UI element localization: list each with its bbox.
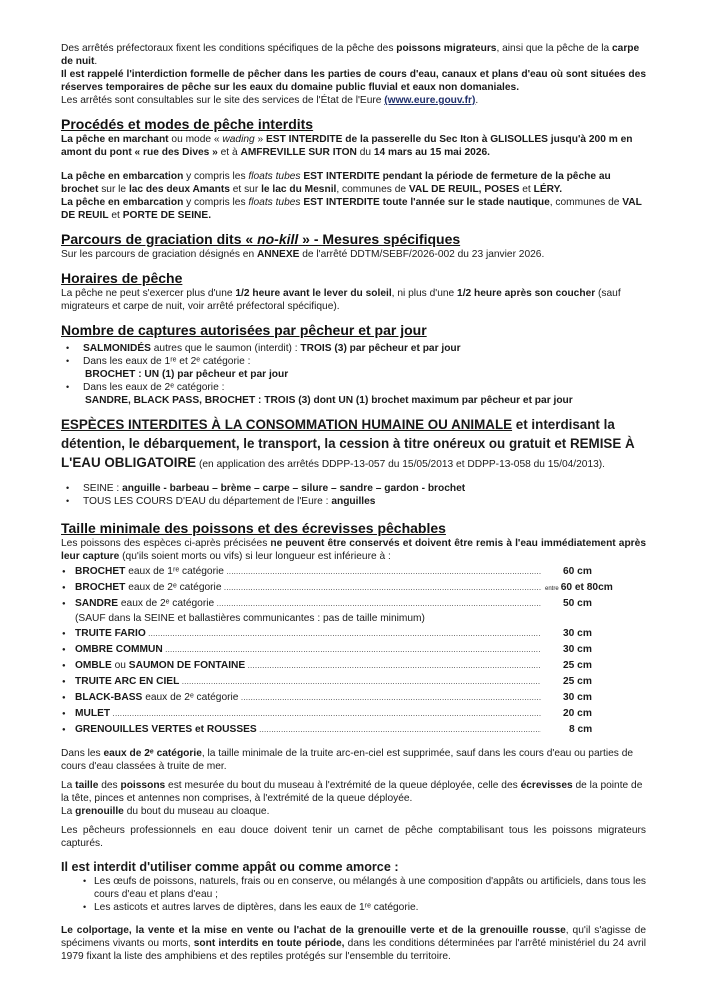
horaires-paragraph: [61, 287, 646, 313]
taille-heading: Taille minimale des poissons et des écrevisses pêchables: [61, 520, 446, 536]
value: 30 cm: [563, 628, 592, 639]
prefix: entre: [545, 586, 559, 592]
text: du: [356, 147, 374, 158]
emphasis: grenouille: [75, 806, 124, 817]
size-value: [569, 722, 592, 738]
text: y compris les: [183, 171, 249, 182]
emphasis: ne peuvent être conservés et doivent être remis à l'eau immédiatement après leur capture: [61, 538, 646, 562]
emphasis: 14 mars au 15 mai 2026.: [373, 147, 490, 158]
text: La: [61, 780, 76, 791]
graciation-heading: [61, 231, 646, 248]
size-row: [61, 580, 646, 596]
text: , communes de: [336, 184, 409, 195]
mesure-paragraph: [61, 779, 646, 805]
text: Sur les parcours de graciation désignés en: [61, 249, 257, 260]
size-value: [563, 596, 592, 612]
text: , ni plus d'une: [391, 288, 458, 299]
size-row: [61, 674, 646, 690]
species: OMBRE COMMUN: [75, 644, 163, 655]
truite-arc-en-ciel-paragraph: [61, 747, 646, 773]
text: Les arrêtés sont consultables sur le site des services de l'État de l'Eure: [61, 95, 385, 106]
italic-term: wading: [222, 134, 255, 145]
embarcation-stade-paragraph: [61, 196, 646, 222]
emphasis: EST INTERDITE toute l'année sur le stade nautique: [300, 197, 550, 208]
text: et: [108, 210, 123, 221]
text: » - Mesures spécifiques: [298, 231, 461, 247]
colportage-section: [61, 924, 646, 963]
text: et: [519, 184, 534, 195]
list-item: • Les asticots et autres larves de diptères, dans les eaux de 1ʳᵉ catégorie.: [61, 901, 646, 914]
size-value: [563, 626, 592, 642]
emphasis: VAL DE REUIL, POSES: [408, 184, 520, 195]
emphasis: EST INTERDITE pendant la période de fermeture de la pêche au brochet: [61, 171, 611, 195]
species: TRUITE ARC EN CIEL: [75, 676, 180, 687]
procedes-heading: Procédés et modes de pêche interdits: [61, 116, 314, 132]
procedes-section: [61, 116, 646, 222]
category: eaux de 2ᵉ catégorie: [118, 598, 215, 609]
text: , communes de: [549, 197, 623, 208]
size-value: [563, 690, 592, 706]
emphasis: La pêche en embarcation: [61, 197, 184, 208]
size-row: [61, 658, 646, 674]
especes-list: [61, 482, 646, 508]
sandre-note: (SAUF dans la SEINE et ballastières communicantes : pas de taille minimum): [75, 613, 425, 624]
text: (qu'ils soient morts ou vifs) si leur longueur est inférieure à :: [119, 551, 391, 562]
text: La: [61, 806, 76, 817]
text: y compris les: [183, 197, 249, 208]
size-value: [563, 706, 592, 722]
size-row: [61, 706, 646, 722]
appat-heading: Il est interdit d'utiliser comme appât ou comme amorce :: [61, 860, 399, 874]
list-item: [61, 482, 646, 495]
species: BROCHET: [75, 566, 126, 577]
captures-section: [61, 322, 646, 407]
emphasis: eaux de 2ᵉ catégorie: [103, 748, 202, 759]
text: SEINE :: [83, 483, 123, 494]
graciation-paragraph: [61, 248, 646, 261]
size-value: [563, 658, 592, 674]
size-table: [61, 564, 646, 738]
category: eaux de 1ʳᵉ catégorie: [125, 566, 224, 577]
taille-section: [61, 520, 646, 850]
text: et sur: [229, 184, 262, 195]
emphasis: poissons: [120, 780, 166, 791]
text: sur le: [98, 184, 129, 195]
size-row: [61, 722, 646, 738]
text: ou mode «: [168, 134, 223, 145]
emphasis: 1/2 heure après son coucher: [457, 288, 596, 299]
italic-term: no-kill: [257, 231, 299, 247]
emphasis: taille: [75, 780, 99, 791]
grenouille-paragraph: [61, 805, 646, 818]
species: MULET: [75, 708, 111, 719]
text: , la taille minimale de la truite arc-en-ciel est supprimée, sauf dans les cours d'eau ou parties de cours d'eau classées à truite de mer.: [61, 748, 634, 772]
emphasis: sont interdits en toute période,: [193, 938, 345, 949]
text: du bout du museau au cloaque.: [123, 806, 270, 817]
text: La pêche ne peut s'exercer plus d'une: [61, 288, 236, 299]
intro-section: [61, 42, 646, 107]
list-item: [61, 355, 646, 381]
species: SANDRE: [75, 598, 119, 609]
text: .: [475, 95, 479, 106]
text: »: [254, 134, 267, 145]
emphasis: AMFREVILLE SUR ITON: [240, 147, 357, 158]
consult-paragraph: [61, 94, 646, 107]
emphasis: carpe de nuit: [61, 43, 640, 67]
horaires-heading: Horaires de pêche: [61, 270, 183, 286]
size-value: [563, 642, 592, 658]
text: .: [94, 56, 98, 67]
value: 60 cm: [563, 566, 592, 577]
size-row: [61, 626, 646, 642]
emphasis: anguille - barbeau – brème – carpe – silure – sandre – gardon - brochet: [122, 483, 466, 494]
text: et à: [217, 147, 241, 158]
emphasis: La pêche en marchant: [61, 134, 169, 145]
text: Dans les: [61, 748, 104, 759]
list-item: [61, 381, 646, 407]
captures-heading: Nombre de captures autorisées par pêcheur et par jour: [61, 322, 427, 338]
emphasis: anguilles: [331, 496, 376, 507]
emphasis: Le colportage, la vente et la mise en vente ou l'achat de la grenouille verte et de la grenouille rousse: [61, 925, 566, 936]
wading-paragraph: [61, 133, 646, 159]
especes-title: ESPÈCES INTERDITES À LA CONSOMMATION HUMAINE OU ANIMALE: [61, 417, 513, 432]
size-row: [61, 564, 646, 580]
category: eaux de 2ᵉ catégorie: [125, 582, 222, 593]
emphasis: La pêche en embarcation: [61, 171, 184, 182]
species: SAUMON DE FONTAINE: [128, 660, 246, 671]
reminder-paragraph: Il est rappelé l'interdiction formelle de pêcher dans les parties de cours d'eau, canaux et plans d'eau où sont situées des réserves temporaires de pêche sur les eaux du domaine public fluvial et eaux non domaniales.: [61, 69, 646, 93]
size-value: [545, 580, 613, 597]
species: TRUITE FARIO: [75, 628, 146, 639]
text: , ainsi que la pêche de la: [496, 43, 613, 54]
eure-gouv-link[interactable]: (www.eure.gouv.fr): [384, 95, 476, 106]
professionnels-paragraph: Les pêcheurs professionnels en eau douce doivent tenir un carnet de pêche comptabilisant tous les poissons migrateurs capturés.: [61, 825, 646, 849]
value: 20 cm: [563, 708, 592, 719]
embarcation-lacs-paragraph: [61, 170, 646, 196]
italic-term: floats tubes: [248, 197, 301, 208]
value: 60 et 80cm: [560, 582, 613, 593]
list-item: • Les œufs de poissons, naturels, frais ou en conserve, ou mélangés à une composition d'appâts ou artificiels, dans tous les cours d'eau et plans d'eau ;: [61, 875, 646, 901]
appat-list: [61, 875, 646, 914]
emphasis: lac des deux Amants: [128, 184, 230, 195]
text: est mesurée du bout du museau à l'extrémité de la queue déployée, celle des: [165, 780, 521, 791]
emphasis: EST INTERDITE: [266, 134, 343, 145]
value: 50 cm: [563, 598, 592, 609]
emphasis: poissons migrateurs: [396, 43, 497, 54]
emphasis: TROIS (3) par pêcheur et par jour: [300, 343, 461, 354]
text: Des arrêtés préfectoraux fixent les conditions spécifiques de la pêche des: [61, 43, 397, 54]
emphasis: de la passerelle du Sec Iton à GLISOLLES jusqu'à 200 m en amont du pont « rue des Dives »: [61, 134, 633, 158]
especes-section: [61, 415, 646, 508]
text: et interdisant la détention, le débarquement, le transport, la cession à titre onéreux ou gratuit et REMISE À L'EAU OBLIGATOIRE: [61, 417, 635, 470]
emphasis: ANNEXE: [256, 249, 300, 260]
text: dans les conditions déterminées par l'arrêté ministériel du 24 avril 1979 fixant la liste des amphibiens et des reptiles protégés sur l'ensemble du territoire.: [61, 938, 646, 962]
text: (sauf migrateurs et carpe de nuit, voir arrêté préfectoral spécifique).: [61, 288, 621, 312]
text: TOUS LES COURS D'EAU du département de l'Eure :: [83, 496, 332, 507]
size-row: [61, 642, 646, 658]
graciation-section: [61, 231, 646, 261]
text: Les poissons des espèces ci-après précisées: [61, 538, 271, 549]
text: Dans les eaux de 1ʳᵉ et 2ᵉ catégorie :: [83, 356, 251, 367]
value: 30 cm: [563, 692, 592, 703]
appat-section: [61, 859, 646, 914]
text: de la pointe de la tête, pinces et antennes non comprises, à l'extrémité de la queue déployée.: [61, 780, 643, 804]
emphasis: VAL DE REUIL: [61, 197, 642, 221]
list-item: [61, 342, 646, 355]
size-row: [61, 690, 646, 706]
category: eaux de 2ᵉ catégorie: [142, 692, 239, 703]
value: 30 cm: [563, 644, 592, 655]
text: Dans les eaux de 2ᵉ catégorie :: [83, 382, 225, 393]
species: OMBLE: [75, 660, 112, 671]
size-value: [563, 674, 592, 690]
migrateurs-paragraph: [61, 42, 646, 68]
italic-term: floats tubes: [248, 171, 301, 182]
emphasis: 1/2 heure avant le lever du soleil: [235, 288, 392, 299]
text: ou: [111, 660, 129, 671]
document-page: [61, 40, 646, 963]
emphasis: PORTE DE SEINE.: [122, 210, 212, 221]
especes-heading: [61, 415, 646, 474]
text: (en application des arrêtés DDPP-13-057 du 15/05/2013 et DDPP-13-058 du 15/04/2013).: [196, 459, 606, 470]
species: GRENOUILLES VERTES et ROUSSES: [75, 724, 257, 735]
text: Parcours de graciation dits «: [61, 231, 258, 247]
text: , qu'il s'agisse de spécimens vivants ou morts,: [61, 925, 646, 949]
captures-list: [61, 342, 646, 407]
emphasis: LÉRY.: [533, 184, 563, 195]
value: 25 cm: [563, 660, 592, 671]
text: de l'arrêté DDTM/SEBF/2026-002 du 23 janvier 2026.: [299, 249, 545, 260]
list-item: [61, 495, 646, 508]
size-value: [563, 564, 592, 580]
sub-rule: SANDRE, BLACK PASS, BROCHET : TROIS (3) dont UN (1) brochet maximum par pêcheur et par jour: [85, 395, 573, 406]
emphasis: SALMONIDÉS: [83, 343, 151, 354]
value: 8 cm: [569, 724, 593, 735]
species: BLACK-BASS: [75, 692, 143, 703]
value: 25 cm: [563, 676, 592, 687]
taille-intro: [61, 537, 646, 563]
emphasis: le lac du Mesnil: [261, 184, 337, 195]
text: autres que le saumon (interdit) :: [150, 343, 301, 354]
text: des: [98, 780, 121, 791]
species: BROCHET: [75, 582, 126, 593]
horaires-section: [61, 270, 646, 313]
size-row: [61, 596, 646, 612]
colportage-paragraph: [61, 924, 646, 963]
emphasis: écrevisses: [520, 780, 573, 791]
sub-rule: BROCHET : UN (1) par pêcheur et par jour: [85, 369, 289, 380]
